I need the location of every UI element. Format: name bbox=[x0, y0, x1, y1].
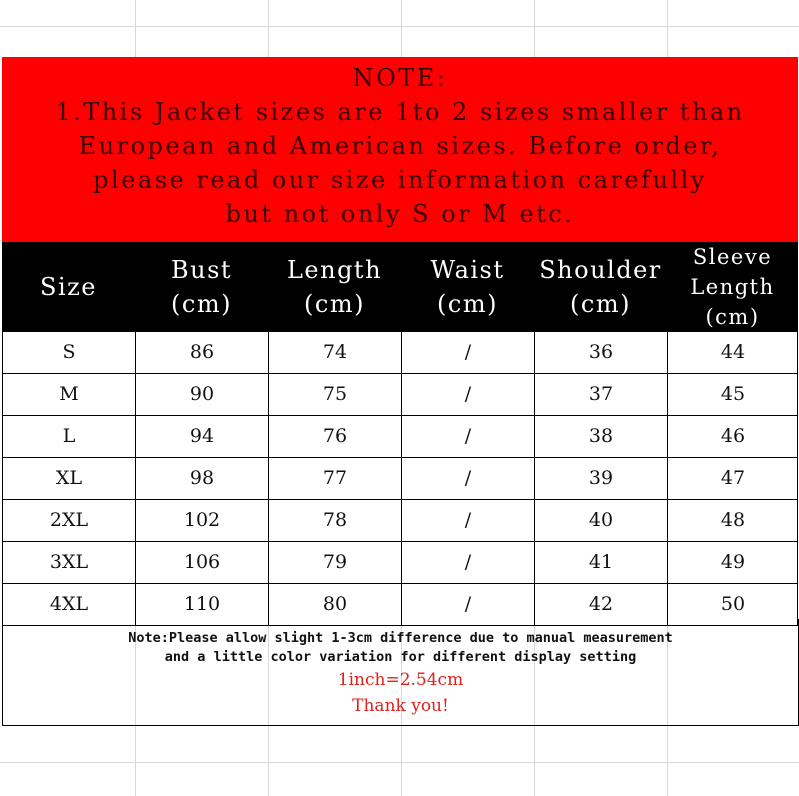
row-border bbox=[797, 416, 798, 457]
table-cell: 75 bbox=[268, 374, 401, 415]
table-row bbox=[2, 458, 798, 500]
table-cell: 78 bbox=[268, 500, 401, 541]
table-cell: 41 bbox=[534, 542, 667, 583]
column-header-text: Length bbox=[286, 256, 383, 284]
column-header-text: Waist bbox=[430, 256, 505, 284]
note-line: European and American sizes. Before order, bbox=[78, 132, 722, 160]
column-header bbox=[2, 242, 135, 332]
column-header bbox=[534, 242, 667, 332]
column-header bbox=[667, 242, 798, 332]
note-line: 1.This Jacket sizes are 1to 2 sizes smaller than bbox=[55, 98, 745, 126]
row-border bbox=[797, 374, 798, 415]
column-header-text: Size bbox=[40, 273, 97, 301]
table-cell: M bbox=[2, 374, 135, 415]
table-cell: 3XL bbox=[2, 542, 135, 583]
table-cell: 48 bbox=[667, 500, 798, 541]
column-header-text: (cm) bbox=[437, 290, 498, 318]
table-cell: 110 bbox=[135, 584, 268, 625]
table-cell: / bbox=[401, 500, 534, 541]
size-table bbox=[2, 332, 798, 626]
table-cell: 77 bbox=[268, 458, 401, 499]
table-cell: / bbox=[401, 416, 534, 457]
table-cell: / bbox=[401, 458, 534, 499]
row-border bbox=[797, 458, 798, 499]
table-row bbox=[2, 374, 798, 416]
column-header-text: (cm) bbox=[304, 290, 365, 318]
column-header-text: Shoulder bbox=[539, 256, 662, 284]
column-header bbox=[401, 242, 534, 332]
table-row bbox=[2, 416, 798, 458]
column-header-text: (cm) bbox=[171, 290, 232, 318]
table-cell: 80 bbox=[268, 584, 401, 625]
row-border bbox=[797, 500, 798, 541]
table-cell: 2XL bbox=[2, 500, 135, 541]
table-cell: 42 bbox=[534, 584, 667, 625]
grid-line bbox=[0, 26, 799, 27]
table-cell: 106 bbox=[135, 542, 268, 583]
row-border bbox=[797, 542, 798, 583]
table-cell: 40 bbox=[534, 500, 667, 541]
table-cell: 47 bbox=[667, 458, 798, 499]
grid-line bbox=[0, 762, 799, 763]
column-header-text: Bust bbox=[170, 256, 233, 284]
table-cell: 98 bbox=[135, 458, 268, 499]
table-cell: S bbox=[2, 332, 135, 373]
table-cell: 38 bbox=[534, 416, 667, 457]
column-header-text: (cm) bbox=[705, 305, 760, 329]
table-cell: 49 bbox=[667, 542, 798, 583]
column-header-text: Sleeve bbox=[692, 245, 773, 269]
table-cell: 102 bbox=[135, 500, 268, 541]
table-cell: L bbox=[2, 416, 135, 457]
row-border bbox=[797, 332, 798, 373]
table-row bbox=[2, 500, 798, 542]
table-cell: / bbox=[401, 374, 534, 415]
table-cell: 79 bbox=[268, 542, 401, 583]
footer-note bbox=[2, 619, 799, 726]
table-cell: 4XL bbox=[2, 584, 135, 625]
column-header-text: (cm) bbox=[570, 290, 631, 318]
inch-conversion: 1inch=2.54cm bbox=[337, 670, 464, 690]
table-cell: 90 bbox=[135, 374, 268, 415]
column-header bbox=[268, 242, 401, 332]
table-cell: 37 bbox=[534, 374, 667, 415]
table-cell: 94 bbox=[135, 416, 268, 457]
table-cell: 45 bbox=[667, 374, 798, 415]
table-cell: 44 bbox=[667, 332, 798, 373]
table-cell: 36 bbox=[534, 332, 667, 373]
size-note-banner bbox=[2, 57, 798, 242]
table-cell: / bbox=[401, 542, 534, 583]
table-cell: 86 bbox=[135, 332, 268, 373]
note-line: but not only S or M etc. bbox=[225, 200, 575, 228]
table-cell: / bbox=[401, 332, 534, 373]
table-row bbox=[2, 332, 798, 374]
column-header-text: Length bbox=[690, 275, 775, 299]
note-title: NOTE: bbox=[352, 64, 448, 92]
table-cell: / bbox=[401, 584, 534, 625]
table-cell: 76 bbox=[268, 416, 401, 457]
table-cell: 46 bbox=[667, 416, 798, 457]
table-header bbox=[2, 242, 798, 332]
note-line: please read our size information carefully bbox=[93, 166, 707, 194]
footer-note-line: Note:Please allow slight 1-3cm difference due to manual measurement bbox=[128, 630, 673, 646]
table-cell: 39 bbox=[534, 458, 667, 499]
table-row bbox=[2, 542, 798, 584]
thank-you-text: Thank you! bbox=[352, 696, 449, 716]
table-cell: XL bbox=[2, 458, 135, 499]
column-header bbox=[135, 242, 268, 332]
table-cell: 74 bbox=[268, 332, 401, 373]
table-cell: 50 bbox=[667, 584, 798, 625]
footer-note-line: and a little color variation for different display setting bbox=[164, 649, 637, 665]
